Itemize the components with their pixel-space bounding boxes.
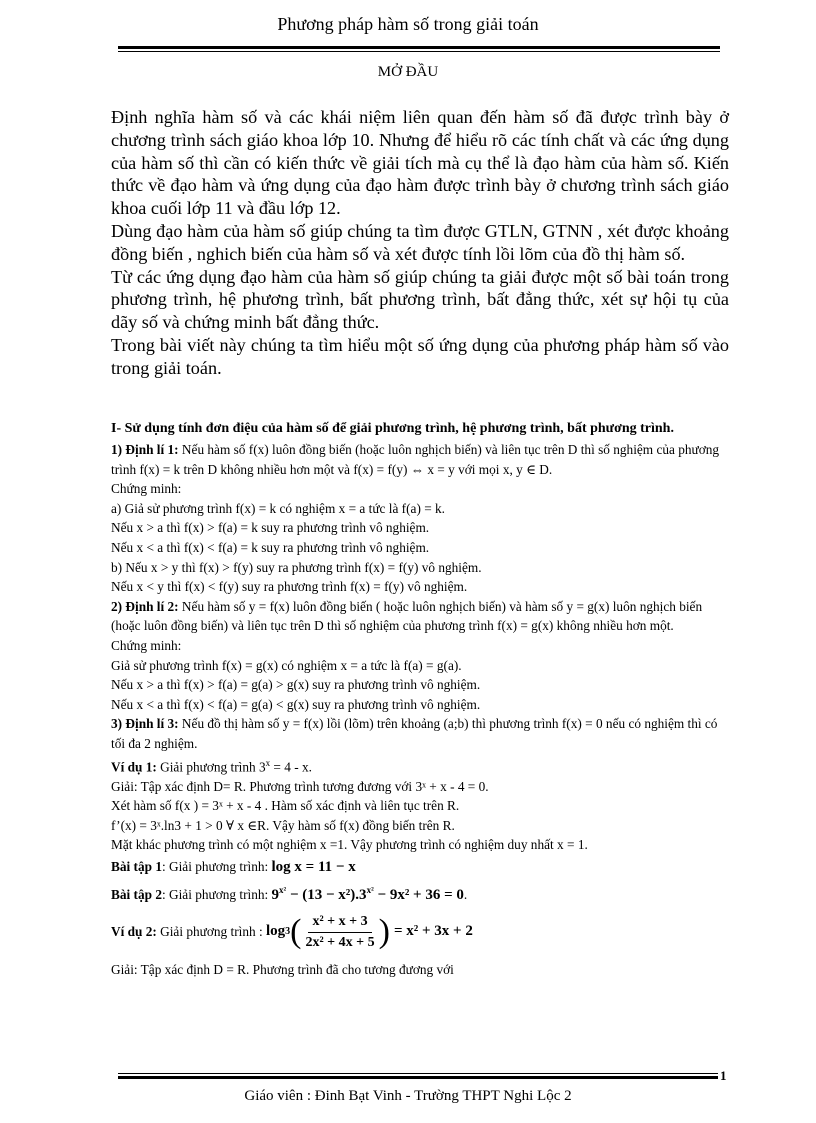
formula-part: − (13 − x²).3 bbox=[286, 887, 367, 904]
section-title: MỞ ĐẦU bbox=[377, 64, 439, 80]
proof-line: Nếu x > a thì f(x) > f(a) = g(a) > g(x) suy ra phương trình vô nghiệm. bbox=[111, 677, 481, 693]
exponent: x² bbox=[366, 885, 374, 896]
example-1-text-end: = 4 - x. bbox=[270, 758, 312, 774]
part1-heading: I- Sử dụng tính đơn điệu của hàm số để giải phương trình, hệ phương trình, bất phương trình. bbox=[111, 421, 674, 436]
intro-paragraph: Từ các ứng dụng đạo hàm của hàm số giúp chúng ta giải được một số bài toán trong phương trình, hệ phương trình, bất phương trình, bất đẳng thức, xét sự hội tụ của dãy số và chứng minh bất đẳng thức. bbox=[111, 266, 729, 333]
page-footer: Giáo viên : Đinh Bạt Vinh - Trường THPT Nghi Lộc 2 bbox=[244, 1088, 572, 1104]
numerator: x² + x + 3 bbox=[308, 912, 371, 933]
exponent: x bbox=[265, 757, 271, 768]
example-2-text: Giải phương trình : bbox=[156, 924, 266, 940]
exercise-1-formula: log x = 11 − x bbox=[271, 858, 356, 875]
page-number: 1 bbox=[720, 1068, 727, 1083]
formula-part: 9 bbox=[271, 887, 280, 904]
theorem-2 bbox=[111, 597, 721, 636]
log-base: 3 bbox=[285, 926, 291, 938]
theorem-3 bbox=[111, 714, 721, 753]
intro-paragraph: Định nghĩa hàm số và các khái niệm liên quan đến hàm số đã được trình bày ở chương trình sách giáo khoa lớp 10. Nhưng để hiểu rõ các tính chất và các ứng dụng của hàm số thì cần có kiến thức về giải tích mà cụ thể là đạo hàm của hàm số. Kiến thức về đạo hàm và ứng dụng của đạo hàm được trình bày ở chương trình sách giáo khoa cuối lớp 11 và đầu lớp 12. bbox=[111, 107, 729, 219]
exercise-2-formula bbox=[272, 887, 464, 903]
formula-part: − 9x² + 36 = 0 bbox=[373, 887, 464, 904]
intro-paragraph: Trong bài viết này chúng ta tìm hiểu một số ứng dụng của phương pháp hàm số vào trong giải toán. bbox=[111, 334, 729, 378]
log-symbol: log bbox=[265, 923, 286, 940]
exercise-1 bbox=[111, 857, 721, 878]
theorem-2-label: 2) Định lí 2: bbox=[111, 598, 179, 614]
denominator: 2x² + 4x + 5 bbox=[305, 934, 375, 950]
exercise-2-label: Bài tập 2 bbox=[111, 887, 162, 903]
theorem-3-text: Nếu đồ thị hàm số y = f(x) lồi (lõm) trên khoảng (a;b) thì phương trình f(x) = 0 nếu có nghiệm thì có tối đa 2 nghiệm. bbox=[111, 716, 718, 751]
solution-line: Mặt khác phương trình có một nghiệm x =1. Vậy phương trình có nghiệm duy nhất x = 1. bbox=[111, 837, 588, 853]
header-rule bbox=[118, 46, 720, 52]
fraction bbox=[301, 912, 378, 952]
theorem-1-text: Nếu hàm số f(x) luôn đồng biến (hoặc luôn nghịch biến) và liên tục trên D thì số nghiệm của phương trình f(x) = k trên D không nhiều hơn một và f(x) = f(y) ⇔ x = y với mọi x, y ∈ D. bbox=[111, 442, 720, 477]
proof-line: Nếu x < a thì f(x) < f(a) = g(a) < g(x) suy ra phương trình vô nghiệm. bbox=[111, 696, 481, 712]
solution-line: Giải: Tập xác định D= R. Phương trình tương đương với 3ˣ + x - 4 = 0. bbox=[111, 778, 489, 794]
document-body bbox=[111, 420, 721, 980]
proof-line: Nếu x > a thì f(x) > f(a) = k suy ra phương trình vô nghiệm. bbox=[111, 520, 430, 536]
theorem-1 bbox=[111, 440, 721, 479]
proof-line: Nếu x < y thì f(x) < f(y) suy ra phương trình f(x) = f(y) vô nghiệm. bbox=[111, 579, 468, 595]
proof-line: Giả sử phương trình f(x) = g(x) có nghiệm x = a tức là f(a) = g(a). bbox=[111, 657, 462, 673]
left-paren: ( bbox=[290, 913, 302, 951]
exercise-2 bbox=[111, 881, 721, 906]
footer-rule bbox=[118, 1073, 718, 1079]
exercise-1-label: Bài tập 1 bbox=[111, 858, 162, 874]
exponent: x² bbox=[279, 885, 287, 896]
intro bbox=[111, 106, 729, 380]
example-2-label: Ví dụ 2: bbox=[111, 924, 157, 940]
theorem-1-label: 1) Định lí 1: bbox=[111, 442, 179, 457]
proof-title: Chứng minh: bbox=[111, 481, 182, 497]
theorem-3-label: 3) Định lí 3: bbox=[111, 716, 179, 732]
example-1-text: Giải phương trình 3 bbox=[156, 758, 266, 774]
proof-line: a) Giả sử phương trình f(x) = k có nghiệm x = a tức là f(a) = k. bbox=[111, 500, 445, 516]
example-2 bbox=[111, 910, 721, 954]
rhs: = x² + 3x + 2 bbox=[393, 923, 473, 940]
right-paren: ) bbox=[378, 913, 390, 951]
proof-line: b) Nếu x > y thì f(x) > f(y) suy ra phương trình f(x) = f(y) vô nghiệm. bbox=[111, 559, 482, 575]
solution-line: f’(x) = 3ˣ.ln3 + 1 > 0 ∀ x ∈R. Vậy hàm số f(x) đồng biến trên R. bbox=[111, 817, 455, 833]
proof-title: Chứng minh: bbox=[111, 637, 182, 653]
formula-end: . bbox=[463, 887, 468, 903]
solution-line: Giải: Tập xác định D = R. Phương trình đã cho tương đương với bbox=[111, 962, 454, 978]
proof-line: Nếu x < a thì f(x) < f(a) = k suy ra phương trình vô nghiệm. bbox=[111, 539, 430, 555]
example-1-label: Ví dụ 1: bbox=[111, 758, 157, 774]
exercise-2-text: : Giải phương trình: bbox=[161, 887, 272, 903]
intro-paragraph: Dùng đạo hàm của hàm số giúp chúng ta tìm được GTLN, GTNN , xét được khoảng đồng biến , nghich biến của hàm số và xét được tính lồi lõm của đồ thị hàm số. bbox=[111, 220, 729, 264]
page-header: Phương pháp hàm số trong giải toán bbox=[277, 14, 539, 34]
solution-line: Xét hàm số f(x ) = 3ˣ + x - 4 . Hàm số xác định và liên tục trên R. bbox=[111, 798, 460, 814]
exercise-1-text: : Giải phương trình: bbox=[161, 858, 272, 874]
example-1 bbox=[111, 754, 721, 777]
theorem-2-text: Nếu hàm số y = f(x) luôn đồng biến ( hoặc luôn nghịch biến) và hàm số y = g(x) luôn nghịch biến (hoặc luôn đồng biến) và liên tục trên D thì số nghiệm của phương trình f(x) = g(x) không nhiều hơn một. bbox=[111, 598, 703, 634]
